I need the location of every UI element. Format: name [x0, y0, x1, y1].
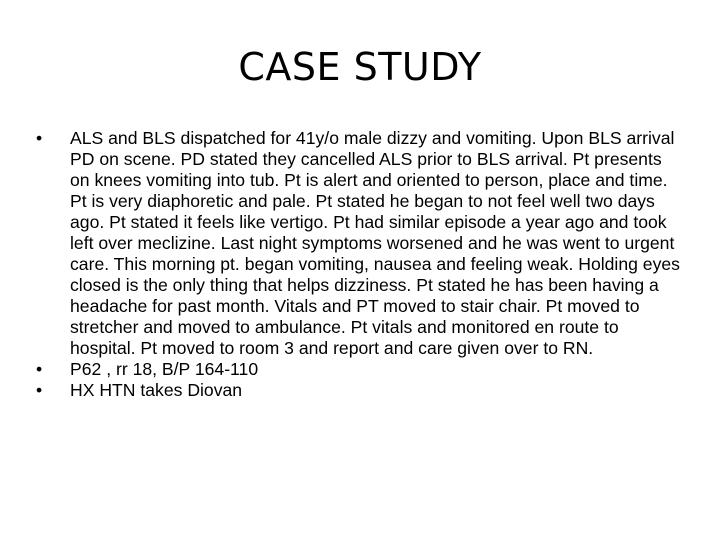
bullet-item-vitals [36, 359, 686, 380]
slide-title: CASE STUDY [238, 45, 482, 89]
bullet-marker-icon: • [36, 359, 43, 379]
bullet-item-narrative [36, 128, 686, 359]
bullet-marker-icon: • [36, 380, 43, 400]
bullet-list [36, 128, 686, 401]
bullet-text-history: HX HTN takes Diovan [70, 380, 243, 400]
bullet-text-vitals: P62 , rr 18, B/P 164-110 [70, 359, 259, 379]
bullet-text-narrative: ALS and BLS dispatched for 41y/o male dizzy and vomiting. Upon BLS arrival PD on scene. PD stated they cancelled ALS prior to BLS arrival. Pt presents on knees vomiting into tub. Pt is alert and oriented to person, place and time. Pt is very diaphoretic and pale. Pt stated he began to not feel well two days ago. Pt stated it feels like vertigo. Pt had similar episode a year ago and took left over meclizine. Last night symptoms worsened and he was went to urgent care. This morning pt. began vomiting, nausea and feeling weak. Holding eyes closed is the only thing that helps dizziness. Pt stated he has been having a headache for past month. Vitals and PT moved to stair chair. Pt moved to stretcher and moved to ambulance. Pt vitals and monitored en route to hospital. Pt moved to room 3 and report and care given over to RN. [70, 128, 680, 358]
bullet-item-history [36, 380, 686, 401]
bullet-marker-icon: • [36, 128, 43, 148]
